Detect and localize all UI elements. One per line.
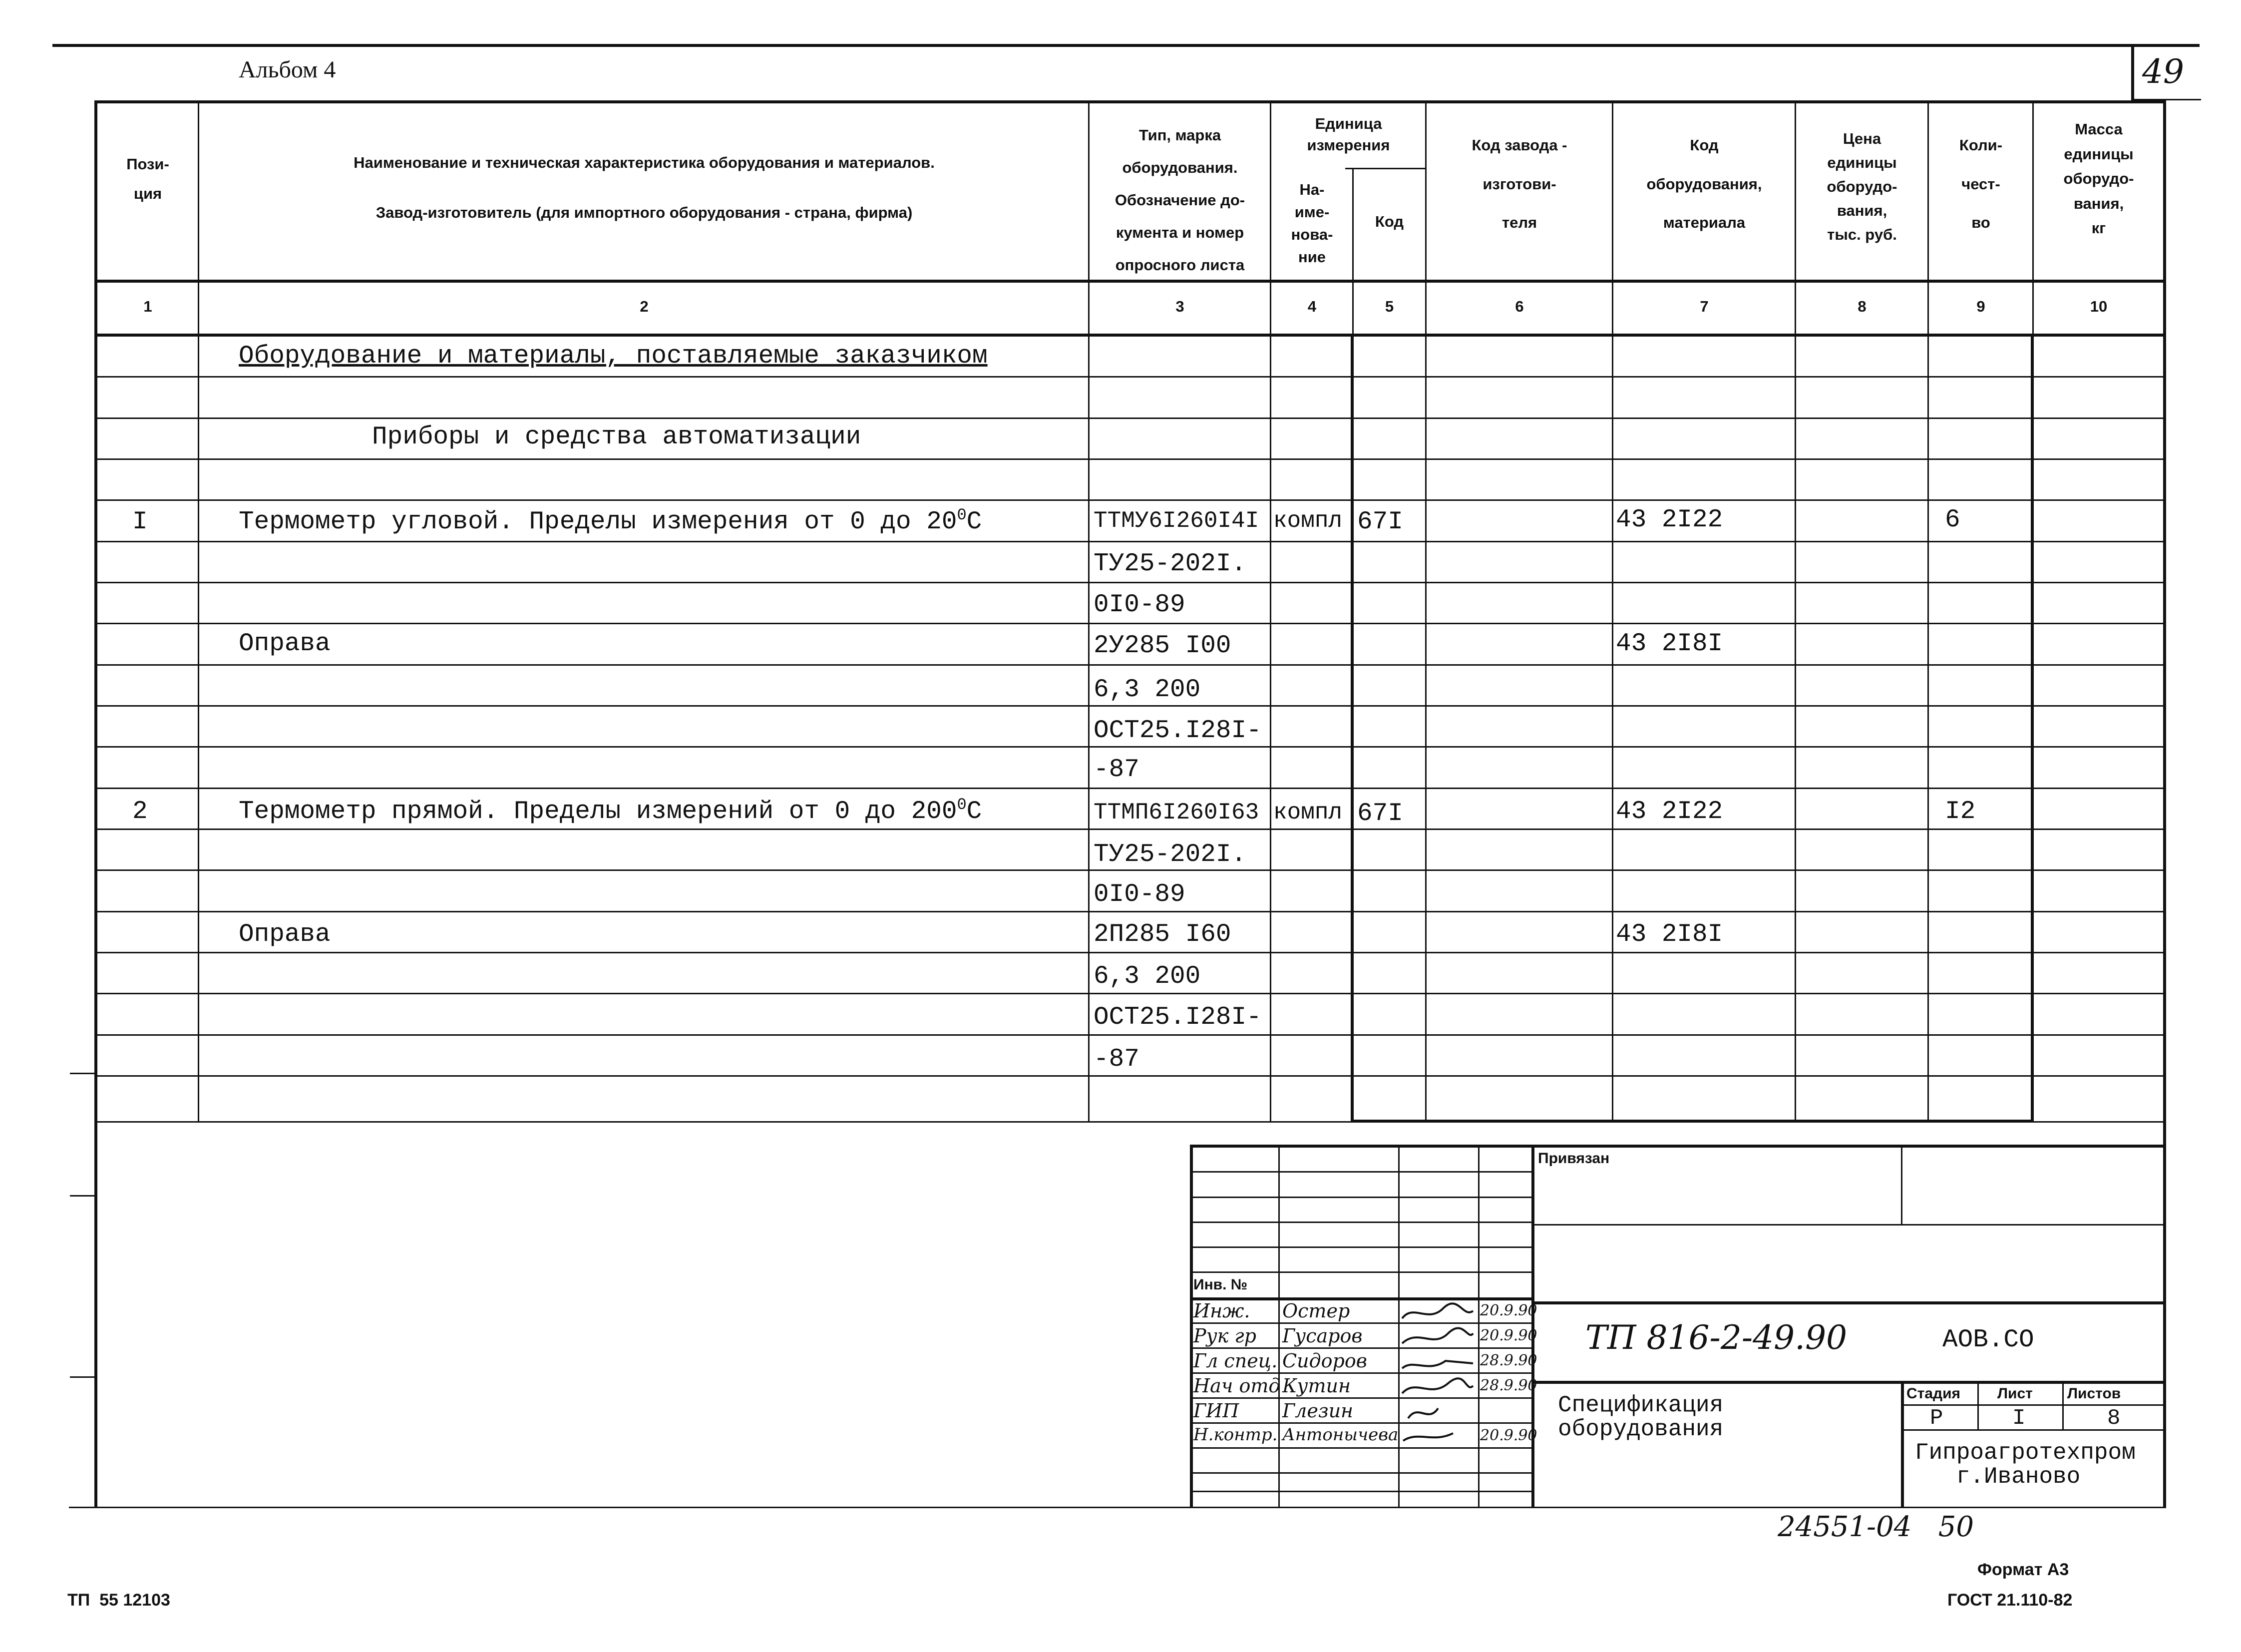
item-type: -87 bbox=[1094, 1045, 1139, 1074]
row-line bbox=[94, 376, 2165, 378]
stamp-date: 28.9.90 bbox=[1480, 1377, 1537, 1394]
row-line bbox=[94, 828, 2165, 830]
col-line-3 bbox=[1270, 100, 1271, 1121]
item-name: Термометр прямой. Пределы измерений от 0 до $200^0С$ bbox=[239, 796, 982, 826]
item-name: Оправа bbox=[239, 920, 331, 949]
row-line bbox=[94, 582, 2165, 583]
item-unit-code: 67I bbox=[1357, 800, 1403, 828]
bold-col-left bbox=[1351, 334, 1354, 1123]
stamp-role: ГИП bbox=[1193, 1400, 1239, 1422]
row-line bbox=[94, 623, 2165, 624]
item-unit: компл bbox=[1273, 508, 1343, 534]
header-price: Цена единицы оборудо- вания, тыс. руб. bbox=[1827, 130, 1897, 244]
header-unit-code: Код bbox=[1375, 213, 1404, 230]
format-label: Формат А3 bbox=[1977, 1560, 2069, 1579]
column-number: 4 bbox=[1307, 298, 1317, 315]
stamp-top-border bbox=[1190, 1145, 2165, 1148]
item-name: Термометр угловой. Пределы измерения от 0 до $20^0С$ bbox=[239, 506, 982, 536]
stamp-row-line bbox=[1190, 1447, 1532, 1449]
top-border-line bbox=[52, 44, 2200, 47]
stamp-stage-divider bbox=[1901, 1381, 1904, 1508]
item-unit-code: 67I bbox=[1357, 508, 1403, 536]
stamp-row-line bbox=[1190, 1372, 1532, 1374]
stamp-row-line bbox=[1190, 1422, 1532, 1424]
stamp-code-bottom bbox=[1531, 1381, 2165, 1384]
row-line bbox=[94, 788, 2165, 789]
stamp-name: Сидоров bbox=[1282, 1350, 1367, 1372]
item-type: 0I0-89 bbox=[1094, 591, 1185, 619]
attached-label: Привязан bbox=[1538, 1150, 1610, 1167]
stamp-date: 20.9.90 bbox=[1480, 1427, 1537, 1444]
stamp-row-line bbox=[1190, 1246, 1532, 1248]
sheets-value: 8 bbox=[2107, 1406, 2121, 1431]
inventory-number-label: Инв. № bbox=[1193, 1276, 1248, 1293]
column-number: 7 bbox=[1700, 298, 1709, 315]
stamp-name: Кутин bbox=[1282, 1375, 1351, 1397]
stamp-row-line bbox=[1190, 1472, 1532, 1474]
item-quantity: I2 bbox=[1945, 798, 1976, 826]
stamp-main-divider bbox=[1531, 1145, 1534, 1508]
column-number: 3 bbox=[1175, 298, 1184, 315]
stamp-name: Гусаров bbox=[1282, 1325, 1363, 1347]
column-number: 8 bbox=[1858, 298, 1867, 315]
item-equipment-code: 43 2I8I bbox=[1616, 920, 1723, 949]
margin-tick bbox=[70, 1073, 95, 1074]
item-position: 2 bbox=[132, 798, 148, 826]
stamp-name: Антонычева bbox=[1282, 1425, 1399, 1445]
row-line bbox=[94, 499, 2165, 501]
item-type: 6,3 200 bbox=[1094, 676, 1201, 704]
col-line-2 bbox=[1088, 100, 1090, 1121]
item-name: Оправа bbox=[239, 630, 331, 658]
item-equipment-code: 43 2I22 bbox=[1616, 506, 1723, 534]
stamp-row-line bbox=[1190, 1222, 1532, 1223]
document-suffix: АОВ.СО bbox=[1942, 1326, 2034, 1354]
stamp-date: 20.9.90 bbox=[1480, 1302, 1537, 1319]
col-line-7 bbox=[1795, 100, 1796, 1121]
stamp-date: 20.9.90 bbox=[1480, 1327, 1537, 1344]
table-top-border bbox=[94, 100, 2165, 103]
signatures bbox=[1398, 1298, 1478, 1448]
stamp-row-line bbox=[1190, 1197, 1532, 1198]
album-label: Альбом 4 bbox=[239, 56, 336, 83]
table-bottom-border bbox=[69, 1507, 2166, 1508]
document-code: ТП 816-2-49.90 bbox=[1585, 1318, 1848, 1357]
section-title-instruments: Приборы и средства автоматизации bbox=[372, 423, 861, 451]
sheet-value: I bbox=[2012, 1406, 2026, 1431]
header-mass: Масса единицы оборудо- вания, кг bbox=[2063, 120, 2134, 237]
stamp-col-line bbox=[1278, 1145, 1280, 1508]
colnum-bottom-line bbox=[94, 334, 2165, 337]
header-type: Тип, марка оборудования. Обозначение до- кумента и номер опросного листа bbox=[1115, 126, 1245, 274]
col-line-5 bbox=[1425, 100, 1427, 1121]
item-equipment-code: 43 2I22 bbox=[1616, 798, 1723, 826]
sheet-label: Лист bbox=[1997, 1385, 2033, 1402]
row-line bbox=[94, 746, 2165, 748]
item-type: -87 bbox=[1094, 756, 1139, 784]
unit-group-divider bbox=[1345, 168, 1425, 169]
stamp-name: Глезин bbox=[1282, 1400, 1354, 1422]
stamp-row-line bbox=[1190, 1397, 1532, 1399]
stamp-row-line bbox=[1190, 1491, 1532, 1492]
organization: Гипроагротехпром г.Иваново bbox=[1915, 1440, 2136, 1490]
header-plant-code: Код завода - изготови- теля bbox=[1472, 136, 1567, 231]
row-line bbox=[94, 664, 2165, 666]
stamp-row-line bbox=[1190, 1171, 1532, 1173]
row-line bbox=[94, 705, 2165, 707]
row-line bbox=[94, 911, 2165, 912]
stage-label: Стадия bbox=[1906, 1385, 1961, 1402]
stamp-row-line bbox=[1190, 1347, 1532, 1349]
sheets-label: Листов bbox=[2067, 1385, 2121, 1402]
item-type: ТУ25-202I. bbox=[1094, 840, 1247, 869]
bold-col-right bbox=[2031, 334, 2034, 1123]
footer-left-code: ТП 55 12103 bbox=[67, 1591, 170, 1610]
column-number: 2 bbox=[640, 298, 649, 315]
header-unit-group: Единица измерения bbox=[1307, 115, 1390, 154]
column-number: 10 bbox=[2090, 298, 2108, 315]
document-title: Спецификация оборудования bbox=[1558, 1392, 1724, 1443]
col-line-8 bbox=[1927, 100, 1929, 1121]
item-type: ТУ25-202I. bbox=[1094, 550, 1247, 578]
column-number: 9 bbox=[1976, 298, 1985, 315]
item-unit: компл bbox=[1273, 800, 1343, 826]
stamp-row-line bbox=[1190, 1271, 1532, 1273]
table-right-border bbox=[2163, 100, 2166, 1507]
row-line bbox=[94, 993, 2165, 994]
item-quantity: 6 bbox=[1945, 506, 1960, 534]
row-line bbox=[94, 869, 2165, 871]
header-unit-name: На- име- нова- ние bbox=[1291, 181, 1333, 266]
row-line bbox=[94, 541, 2165, 542]
item-type: 6,3 200 bbox=[1094, 962, 1201, 991]
stamp-role: Инж. bbox=[1193, 1300, 1250, 1322]
row-line bbox=[94, 952, 2165, 953]
row-line bbox=[94, 417, 2165, 419]
row-line bbox=[94, 1075, 2165, 1077]
stage-value: Р bbox=[1930, 1406, 1943, 1431]
stamp-role: Рук гр bbox=[1193, 1325, 1256, 1347]
item-type: 2У285 I00 bbox=[1094, 632, 1231, 660]
item-type: ОСТ25.I28I- bbox=[1094, 1003, 1262, 1032]
stamp-attach-bottom bbox=[1531, 1224, 2165, 1226]
stamp-role: Н.контр. bbox=[1193, 1425, 1278, 1445]
item-type: ОСТ25.I28I- bbox=[1094, 717, 1262, 745]
stamp-role: Гл спец. bbox=[1193, 1350, 1278, 1372]
table-left-border bbox=[94, 100, 97, 1507]
header-quantity: Коли- чест- во bbox=[1959, 136, 2003, 231]
column-number: 5 bbox=[1385, 298, 1394, 315]
handwritten-number: 24551-04 50 bbox=[1778, 1511, 1974, 1543]
header-equipment-code: Код оборудования, материала bbox=[1646, 136, 1762, 231]
col-line-6 bbox=[1612, 100, 1613, 1121]
gost-label: ГОСТ 21.110-82 bbox=[1947, 1591, 2073, 1610]
page-number: 49 bbox=[2142, 52, 2184, 91]
stamp-role: Нач отд bbox=[1193, 1375, 1281, 1397]
row-line bbox=[94, 458, 2165, 460]
item-type: ТТМП6I260I63 bbox=[1094, 800, 1259, 826]
page-number-divider bbox=[2131, 44, 2134, 100]
row-line bbox=[94, 1121, 2165, 1123]
item-type: ТТМУ6I260I4I bbox=[1094, 508, 1259, 534]
stamp-code-top bbox=[1531, 1301, 2165, 1304]
header-name-line2: Завод-изготовитель (для импортного оборудования - страна, фирма) bbox=[375, 204, 913, 221]
header-name-line1: Наименование и техническая характеристика оборудования и материалов. bbox=[354, 154, 935, 171]
section-title-supplied: Оборудование и материалы, поставляемые заказчиком bbox=[239, 342, 988, 371]
stamp-col-line bbox=[1478, 1145, 1480, 1508]
column-number: 6 bbox=[1515, 298, 1524, 315]
column-number: 1 bbox=[143, 298, 152, 315]
margin-tick bbox=[70, 1195, 95, 1197]
stamp-left-border bbox=[1190, 1145, 1193, 1508]
stamp-attach-divider bbox=[1901, 1145, 1902, 1225]
stamp-name: Остер bbox=[1282, 1300, 1350, 1322]
stamp-row-line bbox=[1190, 1322, 1532, 1324]
margin-tick bbox=[70, 1376, 95, 1378]
item-type: 2П285 I60 bbox=[1094, 920, 1231, 949]
item-equipment-code: 43 2I8I bbox=[1616, 630, 1723, 658]
col-line-1 bbox=[198, 100, 199, 1121]
stamp-date: 28.9.90 bbox=[1480, 1352, 1537, 1369]
row-line bbox=[94, 1034, 2165, 1036]
item-position: I bbox=[132, 508, 148, 536]
header-position: Пози- ция bbox=[126, 155, 169, 202]
item-type: 0I0-89 bbox=[1094, 880, 1185, 909]
